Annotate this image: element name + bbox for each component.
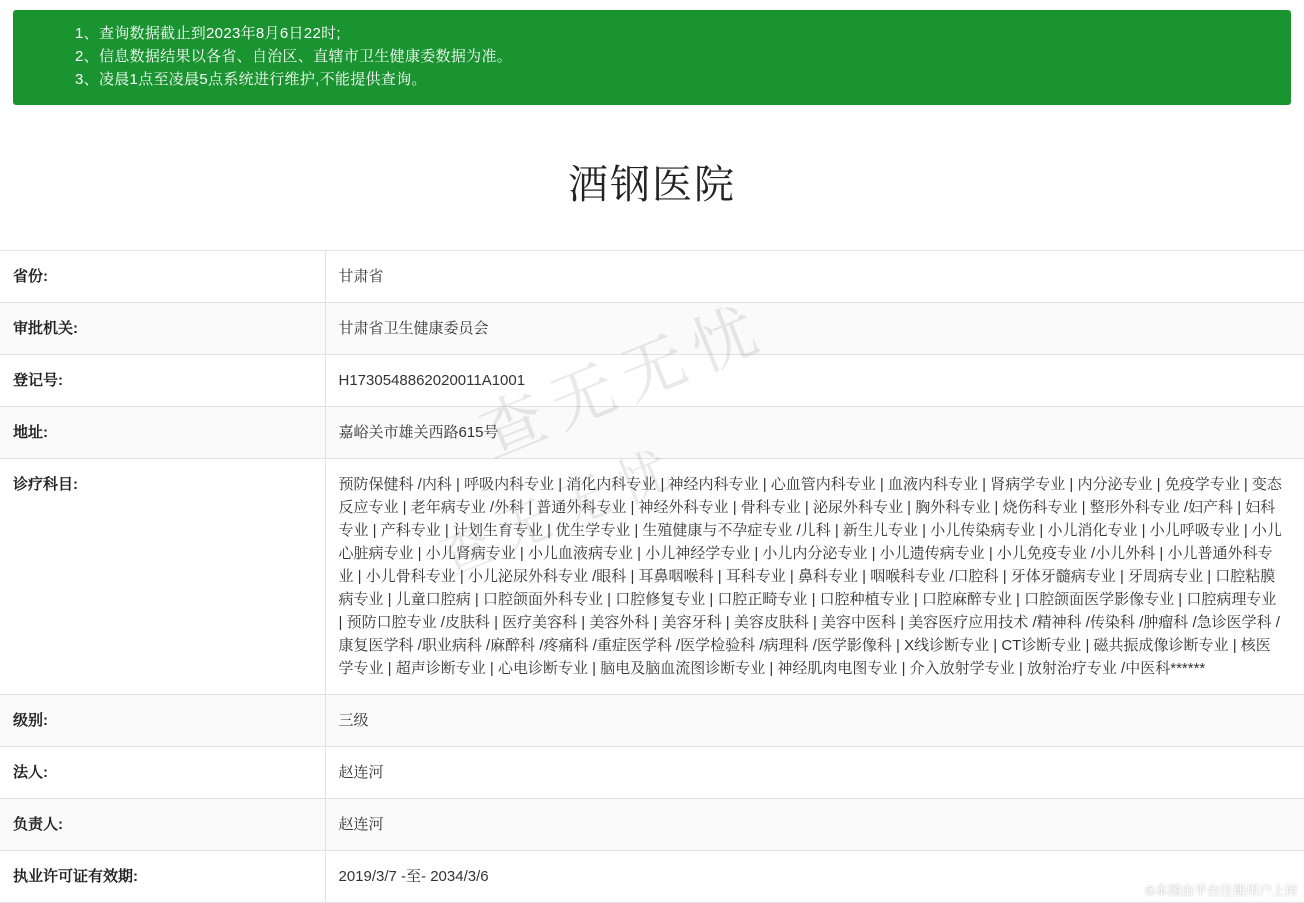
table-row	[0, 747, 1304, 799]
notice-line-2: 2、信息数据结果以各省、自治区、直辖市卫生健康委数据为准。	[75, 48, 513, 65]
page-title: 酒钢医院	[568, 163, 736, 207]
table-row	[0, 695, 1304, 747]
table-row	[0, 303, 1304, 355]
row-value: 甘肃省卫生健康委员会	[325, 303, 1304, 355]
table-row	[0, 355, 1304, 407]
row-value: 三级	[325, 695, 1304, 747]
hospital-info-table	[0, 250, 1304, 903]
row-label: 诊疗科目:	[0, 459, 325, 695]
notice-line-3: 3、凌晨1点至凌晨5点系统进行维护,不能提供查询。	[75, 71, 427, 88]
row-label: 省份:	[0, 251, 325, 303]
row-value: 赵连河	[325, 799, 1304, 851]
page-title-wrap	[0, 105, 1304, 250]
row-value: 赵连河	[338, 764, 384, 781]
row-value: 2019/3/7 -至- 2034/3/6	[338, 868, 489, 885]
row-label: 法人:	[0, 747, 325, 799]
row-label: 负责人:	[0, 799, 325, 851]
row-value-departments: 预防保健科 /内科 | 呼吸内科专业 | 消化内科专业 | 神经内科专业 | 心血管内科专业 | 血液内科专业 | 肾病学专业 | 内分泌专业 | 免疫学专业 | 变态反应专业 | 老年病专业 /外科 | 普通外科专业 | 神经外科专业 | 骨科专业 | 泌尿外科专业 | 胸外科专业 | 烧伤科专业 | 整形外科专业 /妇产科 | 妇科专业 | 产科专业 | 计划生育专业 | 优生学专业 | 生殖健康与不孕症专业 /儿科 | 新生儿专业 | 小儿传染病专业 | 小儿消化专业 | 小儿呼吸专业 | 小儿心脏病专业 | 小儿肾病专业 | 小儿血液病专业 | 小儿神经学专业 | 小儿内分泌专业 | 小儿遗传病专业 | 小儿免疫专业 /小儿外科 | 小儿普通外科专业 | 小儿骨科专业 | 小儿泌尿外科专业 /眼科 | 耳鼻咽喉科 | 耳科专业 | 鼻科专业 | 咽喉科专业 /口腔科 | 牙体牙髓病专业 | 牙周病专业 | 口腔粘膜病专业 | 儿童口腔病 | 口腔颌面外科专业 | 口腔修复专业 | 口腔正畸专业 | 口腔种植专业 | 口腔麻醉专业 | 口腔颌面医学影像专业 | 口腔病理专业 | 预防口腔专业 /皮肤科 | 医疗美容科 | 美容外科 | 美容牙科 | 美容皮肤科 | 美容中医科 | 美容医疗应用技术 /精神科 /传染科 /肿瘤科 /急诊医学科 /康复医学科 /职业病科 /麻醉科 /疼痛科 /重症医学科 /医学检验科 /病理科 /医学影像科 | X线诊断专业 | CT诊断专业 | 磁共振成像诊断专业 | 核医学专业 | 超声诊断专业 | 心电诊断专业 | 脑电及脑血流图诊断专业 | 神经肌肉电图专业 | 介入放射学专业 | 放射治疗专业 /中医科******	[338, 476, 1282, 677]
table-row	[0, 407, 1304, 459]
table-row	[0, 799, 1304, 851]
row-label: 登记号:	[0, 355, 325, 407]
table-row	[0, 851, 1304, 903]
table-row	[0, 251, 1304, 303]
row-label: 地址:	[0, 407, 325, 459]
watermark-text: 查无无忧	[469, 291, 779, 471]
row-value: 嘉峪关市雄关西路615号	[325, 407, 1304, 459]
footer-note: ©本图由平台注册用户上传	[1145, 883, 1298, 898]
row-label: 执业许可证有效期:	[0, 851, 325, 903]
row-value: H1730548862020011A1001	[338, 372, 526, 389]
table-row-departments	[0, 459, 1304, 695]
notice-line-1: 1、查询数据截止到2023年8月6日22时;	[75, 25, 341, 42]
row-value: 甘肃省	[338, 268, 384, 285]
notice-banner	[13, 10, 1291, 105]
watermark-text: 查无无忧	[430, 438, 690, 588]
row-label: 审批机关:	[0, 303, 325, 355]
row-label: 级别:	[0, 695, 325, 747]
